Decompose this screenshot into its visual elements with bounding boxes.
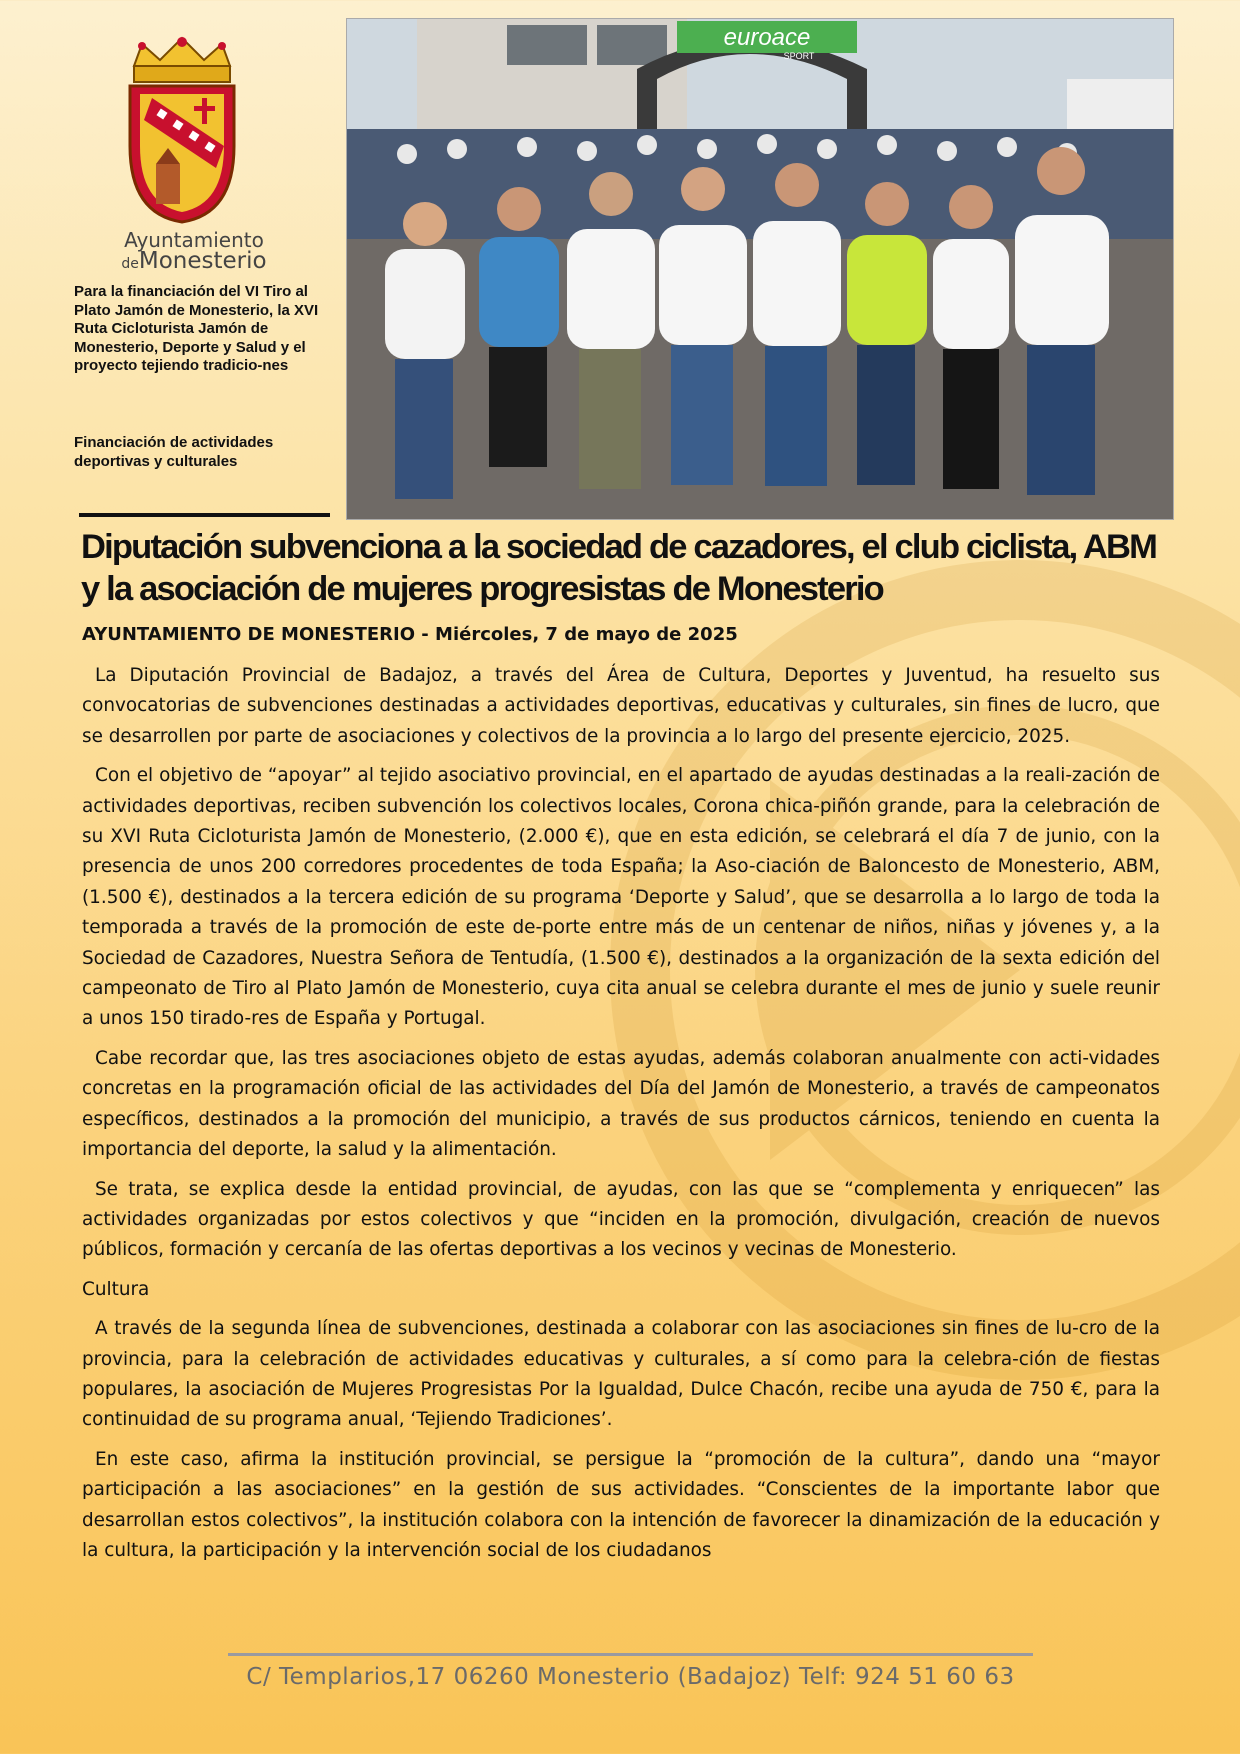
logo-line-1: Ayuntamiento: [124, 228, 264, 252]
logo-wordmark: [104, 230, 284, 273]
article-byline: AYUNTAMIENTO DE MONESTERIO - Miércoles, 7 de mayo de 2025: [82, 624, 738, 645]
arch-banner-subtext: SPORT: [783, 51, 815, 61]
article-paragraph: Con el objetivo de “apoyar” al tejido asociativo provincial, en el apartado de ayudas destinadas a la reali-zación de actividades deportivas, reciben subvención los colectivos locales, Corona chica-piñón grande, para la celebración de su XVI Ruta Cicloturista Jamón de Monesterio, (2.000 €), que en esta edición, se celebrará el día 7 de junio, con la presencia de unos 200 corredores procedentes de toda España; la Aso-ciación de Baloncesto de Monesterio, ABM, (1.500 €), destinados a la tercera edición de su programa ‘Deporte y Salud’, que se desarrolla a lo largo de toda la temporada a través de la promoción de este de-porte entre más de un centenar de niños, niñas y jóvenes y, a la Sociedad de Cazadores, Nuestra Señora de Tentudía, (1.500 €), destinados a la organización de la sexta edición del campeonato de Tiro al Plato Jamón de Monesterio, cuya cita anual se celebra durante el mes de junio y suele reunir a unos 150 tirado-res de España y Portugal.: [82, 765, 1160, 1030]
footer-divider: [228, 1653, 1033, 1656]
event-photo: [346, 18, 1174, 520]
article-paragraph: En este caso, afirma la institución provincial, se persigue la “promoción de la cultura”, dando una “mayor participación a las asociaciones” en la gestión de sus actividades. “Conscientes de la importante labor que desarrollan estos colectivos”, la institución colabora con la intención de favorecer la dinamización de la educación y la cultura, la participación y la intervención social de los ciudadanos: [82, 1448, 1160, 1561]
article-paragraph: La Diputación Provincial de Badajoz, a través del Área de Cultura, Deportes y Juventud, ha resuelto sus convocatorias de subvenciones destinadas a actividades deportivas, educativas y culturales, sin fines de lucro, que se desarrollen por parte de asociaciones y colectivos de la provincia a lo largo del presente ejercicio, 2025.: [82, 665, 1160, 747]
article-subheading: Cultura: [82, 1278, 150, 1300]
logo-line-2: [104, 250, 284, 273]
article-paragraph: A través de la segunda línea de subvenciones, destinada a colaborar con las asociaciones sin fines de lu-cro de la provincia, para la celebración de actividades educativas y culturales, a sí como para la celebra-ción de fiestas populares, la asociación de Mujeres Progresistas Por la Igualdad, Dulce Chacón, recibe una ayuda de 750 €, para la continuidad de su programa anual, ‘Tejiendo Tradiciones’.: [82, 1318, 1160, 1431]
article-body: [82, 661, 1160, 1575]
article-paragraph: Se trata, se explica desde la entidad provincial, de ayudas, con las que se “complementa y enriquecen” las actividades organizadas por estos colectivos y que “inciden en la promoción, divulgación, creación de nuevos públicos, formación y cercanía de las ofertas deportivas a los vecinos y vecinas de Monesterio.: [82, 1178, 1160, 1261]
article-paragraph: Cabe recordar que, las tres asociaciones objeto de estas ayudas, además colaboran anualmente con acti-vidades concretas en la programación oficial de las actividades del Día del Jamón de Monesterio, a través de campeonatos específicos, destinados a la promoción del municipio, a través de sus productos cárnicos, teniendo en cuenta la importancia del deporte, la salud y la alimentación.: [82, 1047, 1160, 1161]
logo-line-2-prefix: de: [121, 256, 139, 272]
arch-banner-text: euroace: [723, 24, 811, 51]
footer-address: C/ Templarios,17 06260 Monesterio (Badajoz) Telf: 924 51 60 63: [246, 1664, 1015, 1690]
side-note-funding: Para la financiación del VI Tiro al Plato Jamón de Monesterio, la XVI Ruta Cicloturista Jamón de Monesterio, Deporte y Salud y el proyecto tejiendo tradicio-nes: [74, 283, 319, 374]
side-note-category: Financiación de actividades deportivas y culturales: [74, 434, 274, 470]
divider-rule: [79, 513, 330, 517]
article-headline: Diputación subvenciona a la sociedad de cazadores, el club ciclista, ABM y la asociación de mujeres progresistas de Monesterio: [81, 528, 1157, 608]
coat-of-arms-icon: [112, 36, 252, 226]
logo-line-2-main: Monesterio: [138, 248, 267, 274]
